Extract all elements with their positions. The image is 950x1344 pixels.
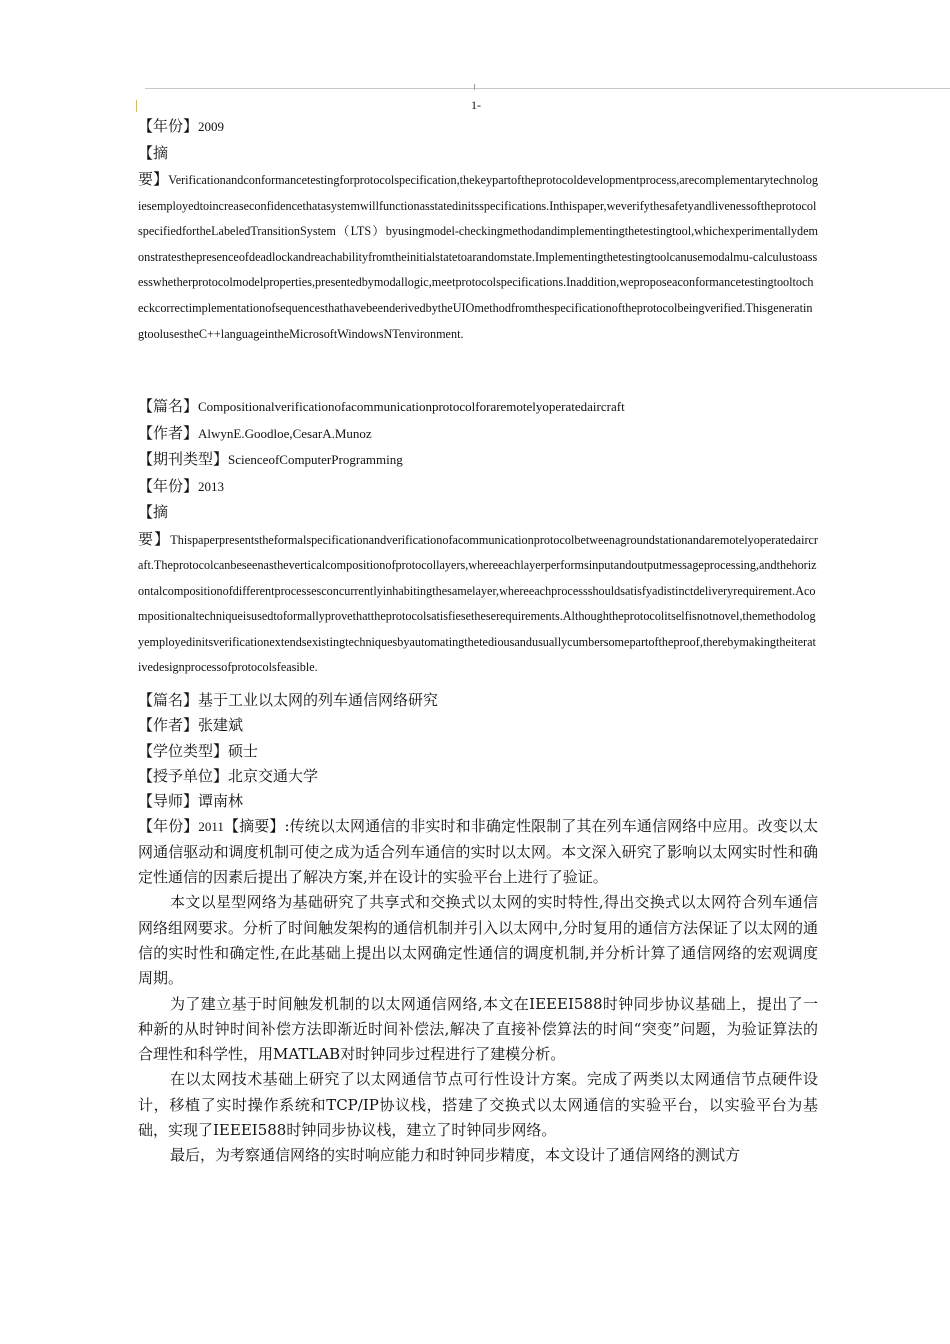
record-3-abstract-p1: 【年份】2011【摘要】:传统以太网通信的非实时和非确定性限制了其在列车通信网络中应用。改变以太网通信驱动和调度机制可使之成为适合列车通信的实时以太网。本文深入研究了影响以太网实时性和确定性通信的因素后提出了解决方案,并在设计的实验平台上进行了验证。 xyxy=(138,817,818,887)
record-3-institution: 【授予单位】北京交通大学 xyxy=(138,766,319,785)
record-1-abstract: 要】Verificationandconformancetestingforprotocolspecification,thekeypartoftheprotocoldevelopmentprocess,arecomplementarytechnologiesemployedtoincreaseconfidencethatasystemwillfunctionasstatedinitsspecifications.Inthispaper,weverifythesafetyandlivenessoftheprotocolspecifiedfortheLabeledTransitionSystem（LTS）byusingmodel-checkingmethodandimplementingthetestingtool,whichexperimentallydemonstratesthepresenceofdeadlockandreachabilityfromtheinitialstatetoarandomstate.Implementingthetestingtoolcanusemodalmu-calculustoassesswhetherprotocolmodelproperties,presentedbymodallogic,meetprotocolspecifications.Inaddition,weproposeaconformancetestingtooltocheckcorrectimplementationofsequencesthathavebeenderivedbytheUIOmethodfromthespecificationoftheprotocolbeingverified.ThisgeneratingtoolusestheC++languageintheMicrosoftWindowsNTenvironment. xyxy=(138,170,818,341)
record-2-journal: 【期刊类型】ScienceofComputerProgramming xyxy=(138,450,403,468)
record-3-title: 【篇名】基于工业以太网的列车通信网络研究 xyxy=(138,691,439,709)
record-2-author: 【作者】AlwynE.Goodloe,CesarA.Munoz xyxy=(138,423,372,442)
record-3 xyxy=(138,688,818,1169)
record-3-author: 【作者】张建斌 xyxy=(138,716,244,735)
page-number: 1- xyxy=(471,98,481,112)
record-3-abstract-p4: 在以太网技术基础上研究了以太网通信节点可行性设计方案。完成了两类以太网通信节点硬件设计，移植了实时操作系统和TCP/IP协议栈，搭建了交换式以太网通信的实验平台，以实验平台为基础，实现了IEEEI588时钟同步协议栈，建立了时钟同步网络。 xyxy=(138,1070,818,1140)
record-2-abstract: 要】Thispaperpresentstheformalspecificationandverificationofacommunicationprotocolbetweenagroundstationandaremotelyoperatedaircraft.Theprotocolcanbeseenastheverticalcompositionofprotocollayers,whereeachlayerperformsinputandoutputmessageprocessing,andthehorizontalcompositionofdifferentprocessesconcurrentlyinhabitingthesamelayer,whereeachprocessshouldsatisfyadistinctdeliveryrequirement.Acompositionaltechniqueisusedtoformallyprovethattheprotocolsatisfiesetheserequirements.Althoughtheprotocolitselfisnotnovel,themethodologyemployedinitsverificationextendsexistingtechniquesbyautomatingthetediousandusuallycumbersomepartoftheproof,therebymakingtheiterativedesignprocessofprotocolsfeasible. xyxy=(138,529,818,675)
record-2-abstract-label: 【摘 xyxy=(138,503,169,521)
record-1-year: 【年份】2009 xyxy=(138,117,225,135)
record-1-abstract-label: 【摘 xyxy=(138,143,169,162)
record-2-title: 【篇名】Compositionalverificationofacommunicationprotocolforaremotelyoperatedaircraft xyxy=(138,397,625,415)
record-1 xyxy=(138,114,818,347)
record-3-abstract-p5: 最后，为考察通信网络的实时响应能力和时钟同步精度，本文设计了通信网络的测试方 xyxy=(170,1146,741,1165)
record-3-abstract-p3: 为了建立基于时间触发机制的以太网通信网络,本文在IEEEI588时钟同步协议基础上，提出了一种新的从时钟时间补偿方法即渐近时间补偿法,解决了直接补偿算法的时间“突变”问题，为验证算法的合理性和科学性，用MATLAB对时钟同步过程进行了建模分析。 xyxy=(138,994,818,1064)
record-3-degree: 【学位类型】硕士 xyxy=(138,741,259,760)
record-3-advisor: 【导师】谭南林 xyxy=(138,792,244,811)
record-2-year: 【年份】2013 xyxy=(138,476,225,495)
record-2 xyxy=(138,394,818,681)
record-3-abstract-p2: 本文以星型网络为基础研究了共享式和交换式以太网的实时特性,得出交换式以太网符合列车通信网络组网要求。分析了时间触发架构的通信机制并引入以太网中,分时复用的通信方法保证了以太网的通信的实时性和确定性,在此基础上提出以太网确定性通信的调度机制,并分析计算了通信网络的宏观调度周期。 xyxy=(138,893,818,988)
header-marker xyxy=(474,84,475,90)
header-rule xyxy=(145,88,950,89)
text-cursor xyxy=(136,100,137,112)
